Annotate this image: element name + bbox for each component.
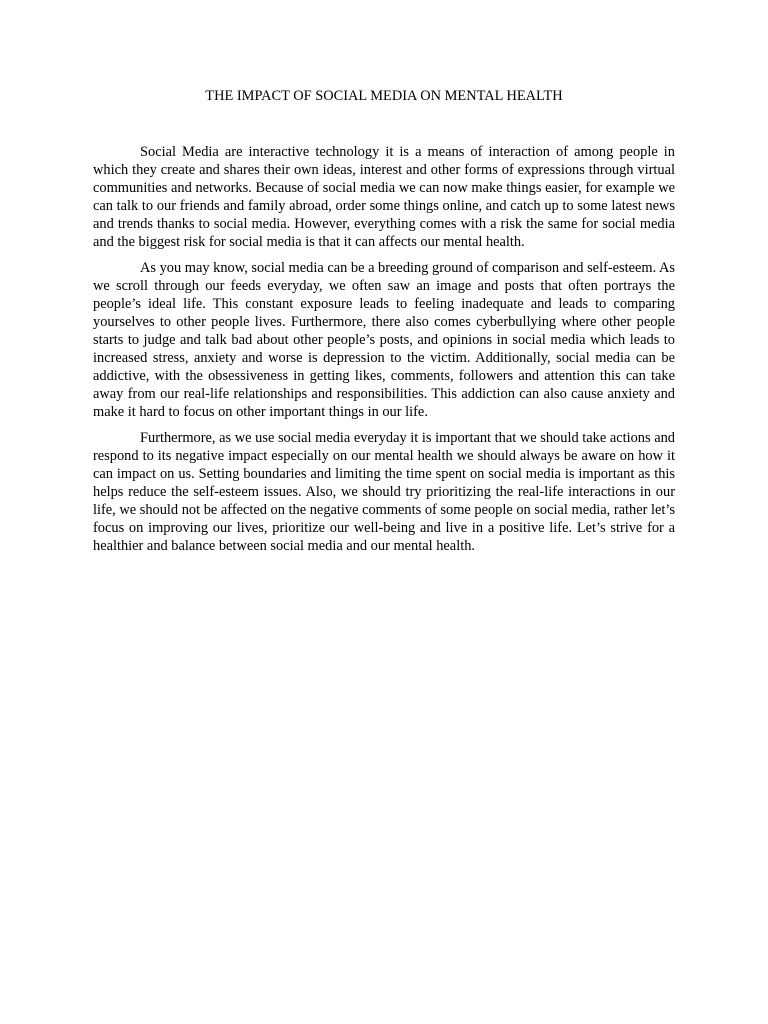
paragraph-effects: As you may know, social media can be a breeding ground of comparison and self-esteem. As we scroll through our feeds everyday, we often saw an image and posts that often portrays the people’s ideal life. This constant exposure leads to feeling inadequate and leads to comparing yourselves to other people lives. Furthermore, there also comes cyberbullying where other people starts to judge and talk bad about other people’s posts, and opinions in social media which leads to increased stress, anxiety and worse is depression to the victim. Additionally, social media can be addictive, with the obsessiveness in getting likes, comments, followers and attention this can take away from our real-life relationships and responsibilities. This addiction can also cause anxiety and make it hard to focus on other important things in our life. [93,260,675,420]
document-body [93,143,675,563]
paragraph-conclusion: Furthermore, as we use social media everyday it is important that we should take actions and respond to its negative impact especially on our mental health we should always be aware on how it can impact on us. Setting boundaries and limiting the time spent on social media is important as this helps reduce the self-esteem issues. Also, we should try prioritizing the real-life interactions in our life, we should not be affected on the negative comments of some people on social media, rather let’s focus on improving our lives, prioritize our well-being and live in a positive life. Let’s strive for a healthier and balance between social media and our mental health. [93,430,675,554]
document-title: THE IMPACT OF SOCIAL MEDIA ON MENTAL HEALTH [205,88,563,104]
paragraph-intro: Social Media are interactive technology it is a means of interaction of among people in which they create and shares their own ideas, interest and other forms of expressions through virtual communities and networks. Because of social media we can now make things easier, for example we can talk to our friends and family abroad, order some things online, and catch up to some latest news and trends thanks to social media. However, everything comes with a risk the same for social media and the biggest risk for social media is that it can affects our mental health. [93,144,675,250]
